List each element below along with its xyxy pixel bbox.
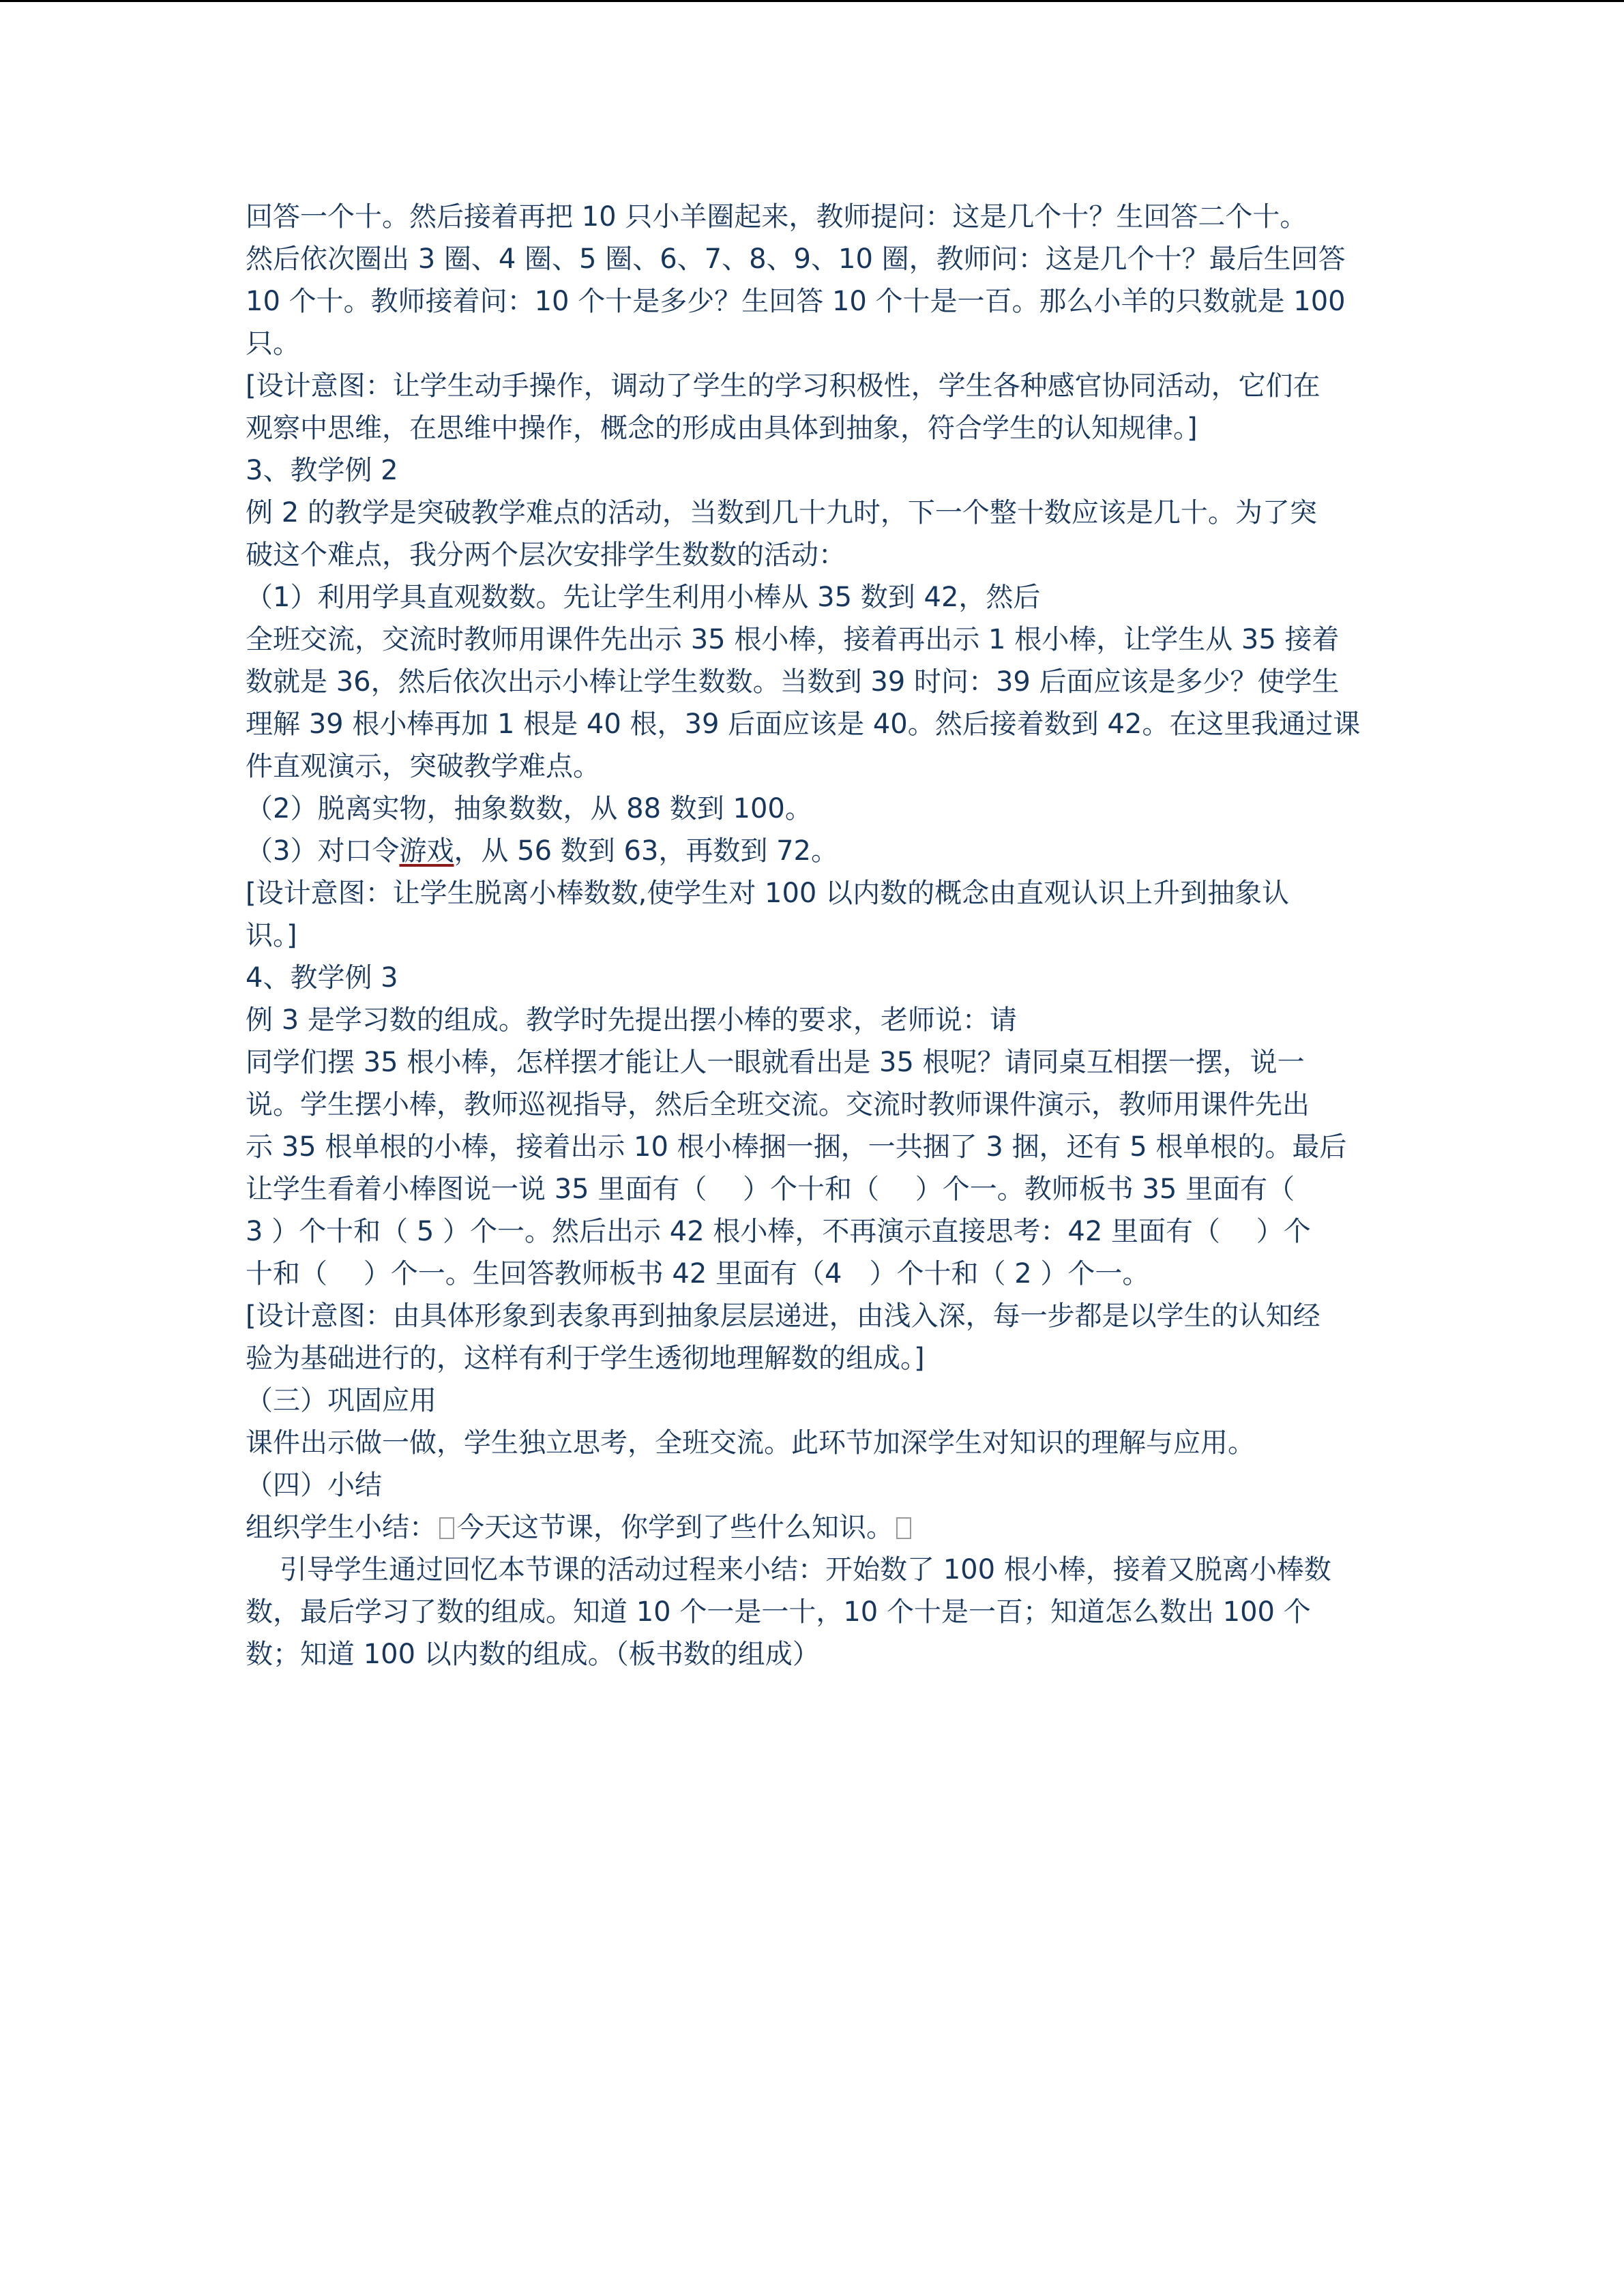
text-line: 数，最后学习了数的组成。知道 10 个一是一十，10 个十是一百；知道怎么数出 100 个	[246, 1596, 1311, 1628]
document-body	[246, 196, 1378, 1675]
text-line: （2）脱离实物，抽象数数，从 88 数到 100。	[246, 793, 812, 824]
text-line: 数；知道 100 以内数的组成。（板书数的组成）	[246, 1639, 820, 1670]
text-line: （1）利用学具直观数数。先让学生利用小棒从 35 数到 42，然后	[246, 582, 1041, 613]
design-intent-line: [设计意图：由具体形象到表象再到抽象层层递进，由浅入深，每一步都是以学生的认知经	[246, 1300, 1320, 1332]
top-border-line	[0, 0, 1624, 2]
text-line: 全班交流，交流时教师用课件先出示 35 根小棒，接着再出示 1 根小棒，让学生从 35 接着	[246, 624, 1340, 655]
text-line: 理解 39 根小棒再加 1 根是 40 根，39 后面应该是 40。然后接着数到 42。在这里我通过课	[246, 709, 1361, 740]
text-line: 回答一个十。然后接着再把 10 只小羊圈起来，教师提问：这是几个十？生回答二个十。	[246, 201, 1308, 233]
design-intent-line: 观察中思维，在思维中操作，概念的形成由具体到抽象，符合学生的认知规律。]	[246, 413, 1198, 444]
design-intent-line: 验为基础进行的，这样有利于学生透彻地理解数的组成。]	[246, 1343, 925, 1374]
text-line: 例 2 的教学是突破教学难点的活动，当数到几十九时，下一个整十数应该是几十。为了突	[246, 497, 1317, 528]
design-intent-line: [设计意图：让学生动手操作，调动了学生的学习积极性，学生各种感官协同活动，它们在	[246, 370, 1320, 402]
text-line: 例 3 是学习数的组成。教学时先提出摆小棒的要求，老师说：请	[246, 1004, 1017, 1036]
text-line: 10 个十。教师接着问：10 个十是多少？生回答 10 个十是一百。那么小羊的只数就是 100	[246, 286, 1346, 317]
text-line: 同学们摆 35 根小棒，怎样摆才能让人一眼就看出是 35 根呢？请同桌互相摆一摆，说一	[246, 1047, 1305, 1078]
underlined-word: 游戏	[399, 835, 454, 867]
text-segment: ，从 56 数到 63，再数到 72。	[454, 835, 839, 867]
section-heading: （四）小结	[246, 1470, 382, 1501]
text-line: 件直观演示，突破教学难点。	[246, 751, 600, 782]
text-line: 十和（ ）个一。生回答教师板书 42 里面有（4 ）个十和（ 2 ）个一。	[246, 1258, 1150, 1289]
text-line	[246, 830, 1378, 872]
text-line: 3 ）个十和（ 5 ）个一。然后出示 42 根小棒，不再演示直接思考：42 里面有（ ）个	[246, 1216, 1311, 1247]
text-line: 让学生看着小棒图说一说 35 里面有（ ）个十和（ ）个一。教师板书 35 里面有（	[246, 1174, 1295, 1205]
text-line: 说。学生摆小棒，教师巡视指导，然后全班交流。交流时教师课件演示，教师用课件先出	[246, 1089, 1310, 1120]
text-line: 课件出示做一做，学生独立思考，全班交流。此环节加深学生对知识的理解与应用。	[246, 1427, 1255, 1459]
missing-glyph-box-icon	[896, 1517, 911, 1539]
section-heading: 3、教学例 2	[246, 455, 398, 486]
text-segment: 组织学生小结：	[246, 1512, 437, 1543]
text-line: 然后依次圈出 3 圈、4 圈、5 圈、6、7、8、9、10 圈，教师问：这是几个十？最后生回答	[246, 243, 1346, 275]
text-line	[246, 1506, 1378, 1549]
section-heading: （三）巩固应用	[246, 1385, 437, 1416]
missing-glyph-box-icon	[439, 1517, 454, 1539]
text-segment: 今天这节课，你学到了些什么知识。	[457, 1512, 894, 1543]
text-line: 数就是 36，然后依次出示小棒让学生数数。当数到 39 时问：39 后面应该是多少？使学生	[246, 666, 1340, 698]
text-line: 引导学生通过回忆本节课的活动过程来小结：开始数了 100 根小棒，接着又脱离小棒数	[280, 1554, 1331, 1585]
text-segment: （3）对口令	[246, 835, 400, 867]
design-intent-line: 识。]	[246, 920, 297, 951]
text-line: 只。	[246, 328, 300, 359]
text-line: 破这个难点，我分两个层次安排学生数数的活动：	[246, 539, 846, 571]
design-intent-line: [设计意图：让学生脱离小棒数数,使学生对 100 以内数的概念由直观认识上升到抽象认	[246, 878, 1290, 909]
section-heading: 4、教学例 3	[246, 962, 398, 994]
text-line: 示 35 根单根的小棒，接着出示 10 根小棒捆一捆，一共捆了 3 捆，还有 5 根单根的。最后	[246, 1131, 1347, 1163]
